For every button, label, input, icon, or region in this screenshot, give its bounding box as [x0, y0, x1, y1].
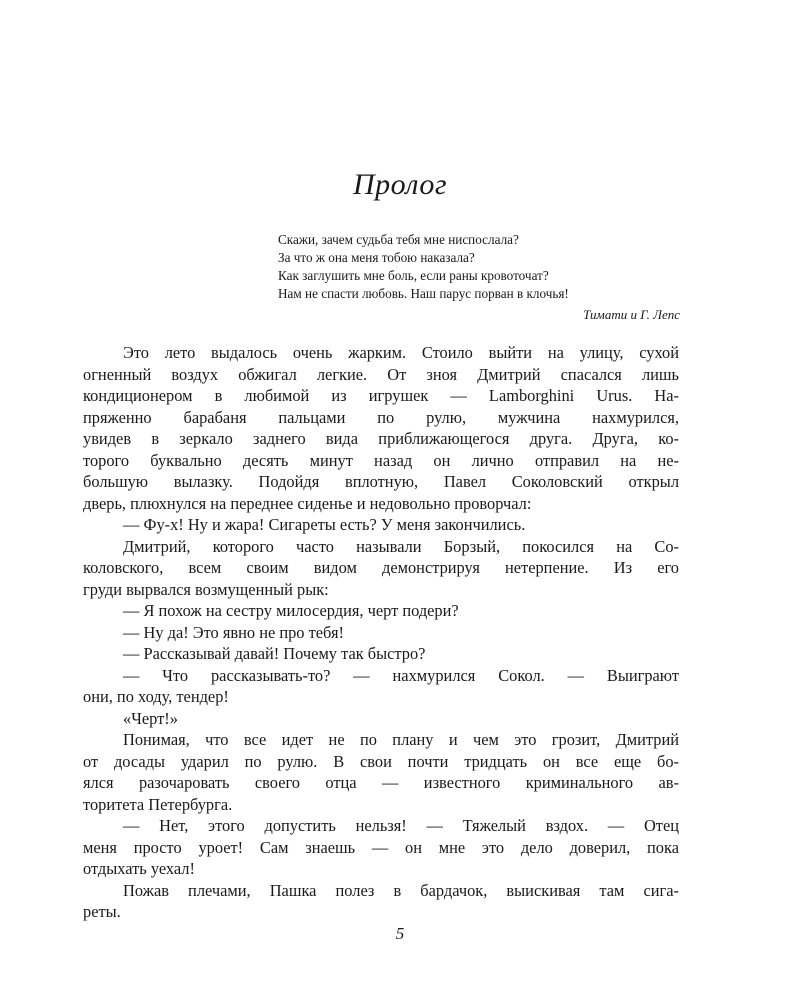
body-text [83, 342, 679, 923]
text-line: торого буквально десять минут назад он лично отправил на не- [83, 450, 679, 470]
text-line: — Нет, этого допустить нельзя! — Тяжелый вздох. — Отец [123, 816, 679, 835]
text-line: реты. [83, 902, 121, 921]
text-line: огненный воздух обжигал легкие. От зноя Дмитрий спасался лишь [83, 364, 679, 384]
text-line: они, по ходу, тендер! [83, 687, 229, 706]
epigraph-line: Нам не спасти любовь. Наш парус порван в клочья! [278, 286, 569, 301]
epigraph-line: Скажи, зачем судьба тебя мне ниспослала? [278, 232, 519, 247]
chapter-title: Пролог [352, 168, 448, 201]
text-line: — Рассказывай давай! Почему так быстро? [123, 644, 426, 663]
text-line: от досады ударил по рулю. В свои почти тридцать он все еще бо- [83, 751, 679, 771]
text-line: Понимая, что все идет не по плану и чем это грозит, Дмитрий [123, 730, 679, 749]
epigraph-line: Как заглушить мне боль, если раны кровоточат? [278, 268, 549, 283]
text-line: пряженно барабаня пальцами по рулю, мужчина нахмурился, [83, 407, 679, 427]
text-line: — Фу-х! Ну и жара! Сигареты есть? У меня закончились. [123, 515, 526, 534]
text-line: «Черт!» [123, 708, 178, 728]
epigraph [278, 231, 680, 324]
page-number: 5 [395, 924, 405, 943]
text-line: — Ну да! Это явно не про тебя! [123, 622, 344, 642]
text-line: дверь, плюхнулся на переднее сиденье и недовольно проворчал: [83, 493, 532, 513]
epigraph-line: За что ж она меня тобою наказала? [278, 250, 475, 265]
text-line: большую вылазку. Подойдя вплотную, Павел Соколовский открыл [83, 472, 679, 491]
text-line: кондиционером в любимой из игрушек — Lamborghini Urus. На- [83, 386, 679, 405]
text-line: увидев в зеркало заднего вида приближающегося друга. Друга, ко- [83, 429, 679, 448]
text-line: — Что рассказывать-то? — нахмурился Сокол. — Выиграют [123, 665, 679, 685]
text-line: груди вырвался возмущенный рык: [83, 579, 329, 599]
text-line: — Я похож на сестру милосердия, черт подери? [123, 601, 459, 620]
epigraph-attribution: Тимати и Г. Лепс [583, 307, 680, 322]
text-line: меня просто уроет! Сам знаешь — он мне это дело доверил, пока [83, 837, 679, 857]
text-line: Дмитрий, которого часто называли Борзый, покосился на Со- [123, 536, 679, 556]
text-line: Это лето выдалось очень жарким. Стоило выйти на улицу, сухой [123, 343, 679, 362]
text-line: ялся разочаровать своего отца — известного криминального ав- [83, 773, 679, 792]
text-line: Пожав плечами, Пашка полез в бардачок, выискивая там сига- [123, 880, 679, 900]
text-line: торитета Петербурга. [83, 794, 233, 814]
text-line: коловского, всем своим видом демонстрируя нетерпение. Из его [83, 558, 679, 577]
text-line: отдыхать уехал! [83, 859, 195, 878]
